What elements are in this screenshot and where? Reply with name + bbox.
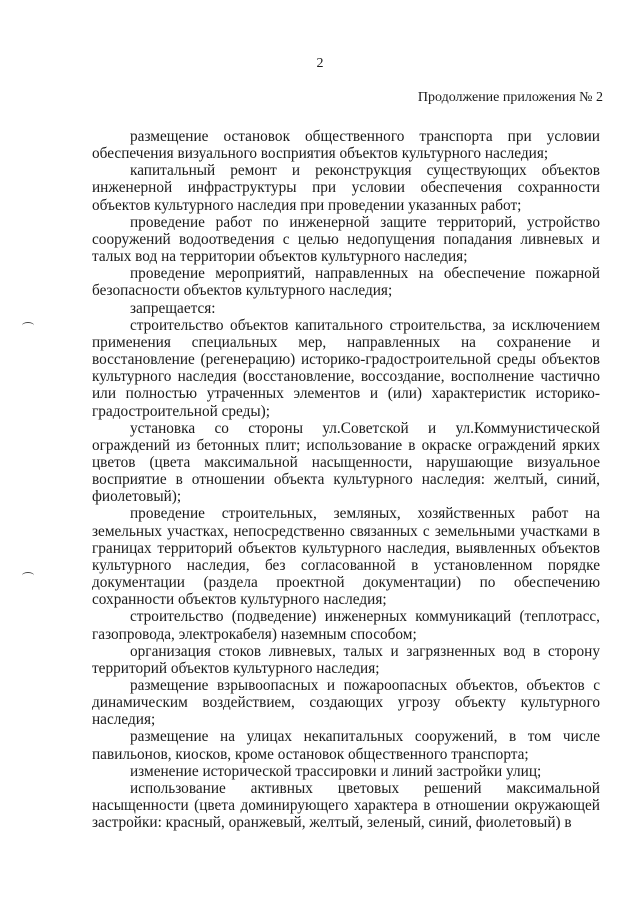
paragraph: проведение работ по инженерной защите территорий, устройство сооружений водоотведения с целью недопущения попадания ливневых и талых вод на территории объектов культурного наследия; (92, 213, 600, 266)
paragraph: организация стоков ливневых, талых и загрязненных вод в сторону территорий объектов культурного наследия; (92, 642, 600, 677)
paragraph: проведение строительных, земляных, хозяйственных работ на земельных участках, непосредственно связанных с земельными участками в границах территорий объектов культурного наследия, выявленных объектов культурного наследия, без согласованной в установленном порядке документации (раздела проектной документации) по обеспечению сохранности объектов культурного наследия; (92, 505, 600, 609)
paragraph: строительство объектов капитального строительства, за исключением применения специальных мер, направленных на сохранение и восстановление (регенерацию) историко-градостроительной среды объектов культурного наследия (восстановление, воссоздание, восполнение частично или полностью утраченных элементов и (или) характеристик историко-градостроительной среды); (92, 316, 600, 420)
paragraph: изменение исторической трассировки и линий застройки улиц; (130, 762, 542, 780)
paragraph: размещение взрывоопасных и пожароопасных объектов, объектов с динамическим воздействием, создающих угрозу объекту культурного наследия; (92, 677, 600, 729)
margin-mark (22, 322, 34, 329)
paragraph: размещение остановок общественного транспорта при условии обеспечения визуального восприятия объектов культурного наследия; (92, 128, 600, 163)
document-body (92, 128, 600, 831)
page-number: 2 (316, 56, 324, 71)
paragraph: капитальный ремонт и реконструкция существующих объектов инженерной инфраструктуры при условии обеспечения сохранности объектов культурного наследия при проведении указанных работ; (92, 162, 600, 214)
paragraph: проведение мероприятий, направленных на обеспечение пожарной безопасности объектов культурного наследия; (92, 265, 600, 300)
paragraph: размещение на улицах некапитальных сооружений, в том числе павильонов, киосков, кроме остановок общественного транспорта; (92, 728, 600, 763)
paragraph: запрещается: (130, 299, 216, 317)
appendix-continuation-note: Продолжение приложения № 2 (417, 90, 603, 105)
paragraph: строительство (подведение) инженерных коммуникаций (теплотрасс, газопровода, электрокабеля) наземным способом; (92, 608, 600, 643)
margin-mark (22, 572, 34, 579)
paragraph: установка со стороны ул.Советской и ул.Коммунистической ограждений из бетонных плит; использование в окраске ограждений ярких цветов (цвета максимальной насыщенности, нарушающие визуальное восприятие в отношении объекта культурного наследия: желтый, синий, фиолетовый); (92, 419, 600, 506)
paragraph: использование активных цветовых решений максимальной насыщенности (цвета доминирующего характера в отношении окружающей застройки: красный, оранжевый, желтый, зеленый, синий, фиолетовый) в (92, 779, 600, 832)
